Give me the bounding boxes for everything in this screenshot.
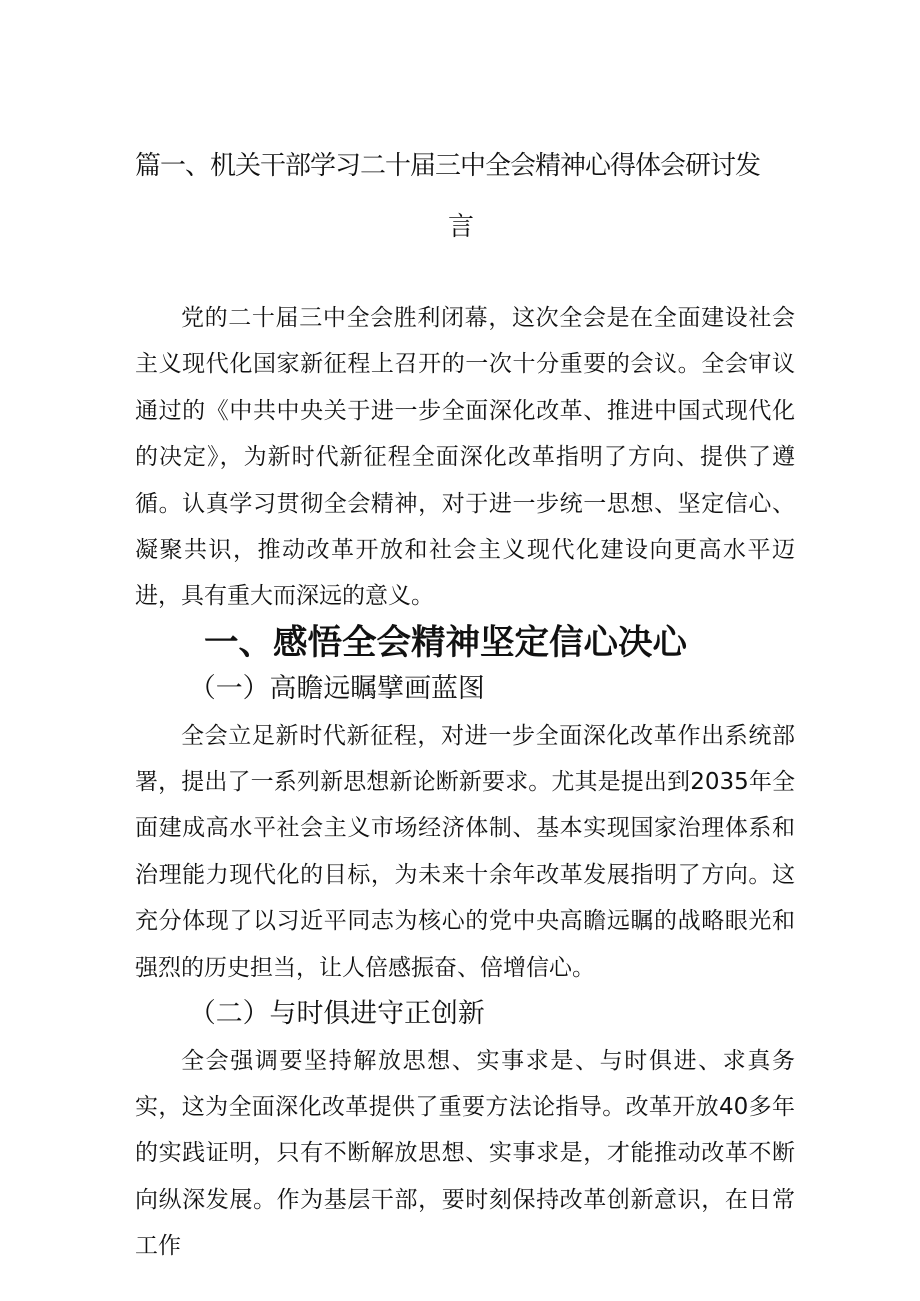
subsection-paragraph-2: 全会强调要坚持解放思想、实事求是、与时俱进、求真务实，这为全面深化改革提供了重要方法论指导。改革开放40多年的实践证明，只有不断解放思想、实事求是，才能推动改革不断向纵深发展。作为基层干部，要时刻保持改革创新意识，在日常工作 (135, 1047, 795, 1260)
document-title-line-1: 篇一、机关干部学习二十届三中全会精神心得体会研讨发 (135, 151, 761, 181)
document-body (135, 295, 795, 1270)
subsection-heading-2: （二）与时俱进守正创新 (188, 998, 485, 1030)
intro-paragraph: 党的二十届三中全会胜利闭幕，这次全会是在全面建设社会主义现代化国家新征程上召开的一次十分重要的会议。全会审议通过的《中共中央关于进一步全面深化改革、推进中国式现代化的决定》，为新时代新征程全面深化改革指明了方向、提供了遵循。认真学习贯彻全会精神，对于进一步统一思想、坚定信心、凝聚共识，推动改革开放和社会主义现代化建设向更高水平迈进，具有重大而深远的意义。 (135, 305, 795, 610)
subsection-paragraph-1: 全会立足新时代新征程，对进一步全面深化改革作出系统部署，提出了一系列新思想新论断新要求。尤其是提出到2035年全面建成高水平社会主义市场经济体制、基本实现国家治理体系和治理能力现代化的目标，为未来十余年改革发展指明了方向。这充分体现了以习近平同志为核心的党中央高瞻远瞩的战略眼光和强烈的历史担当，让人倍感振奋、倍增信心。 (135, 722, 795, 981)
section-heading-1: 一、感悟全会精神坚定信心决心 (204, 622, 687, 663)
subsection-heading-1: （一）高瞻远瞩擘画蓝图 (188, 673, 485, 705)
document-title-line-2: 言 (448, 212, 474, 242)
